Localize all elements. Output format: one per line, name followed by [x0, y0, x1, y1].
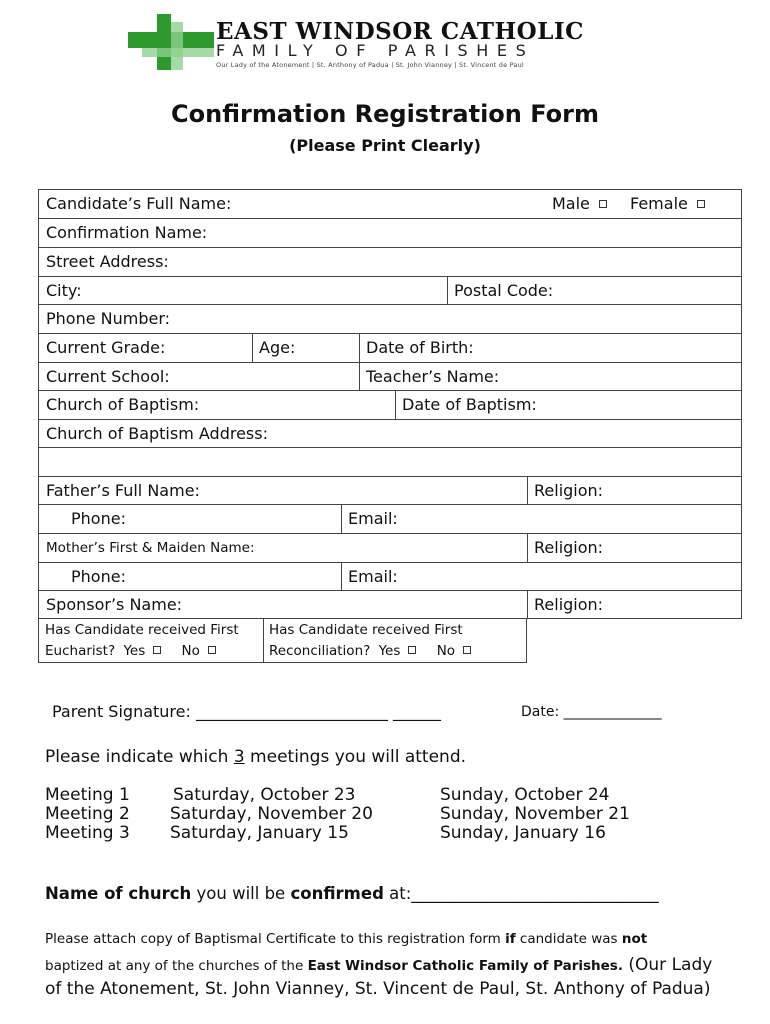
- row-city: [38, 276, 742, 304]
- recon-no-label: No: [436, 643, 456, 659]
- church-baptism-label: Church of Baptism:: [46, 395, 200, 414]
- page-title: Confirmation Registration Form: [171, 100, 599, 128]
- baptism-note-line2: baptized at any of the churches of the East Windsor Catholic Family of Parishes. (Our Lady: [45, 955, 713, 975]
- signature-date-line: Date: ______________: [521, 704, 662, 720]
- mother-phone-label: Phone:: [71, 567, 126, 586]
- meetings-intro: Please indicate which 3 meetings you will attend.: [45, 747, 467, 767]
- recon-no-checkbox[interactable]: [463, 646, 471, 654]
- row-father: [38, 476, 742, 504]
- row-mother-contact: [38, 562, 742, 590]
- baptism-note-line3: of the Atonement, St. John Vianney, St. Vincent de Paul, St. Anthony of Padua): [45, 979, 711, 999]
- parish-list: Our Lady of the Atonement | St. Anthony of Padua | St. John Vianney | St. Vincent de Paul: [216, 61, 524, 69]
- meeting-1-saturday[interactable]: Saturday, October 23: [173, 785, 356, 805]
- church-baptism-address-label: Church of Baptism Address:: [46, 424, 268, 443]
- row-sponsor: [38, 590, 742, 619]
- confirmation-church-line: Name of church you will be confirmed at:______________________________: [45, 884, 659, 903]
- school-label: Current School:: [46, 367, 170, 386]
- age-label: Age:: [259, 338, 296, 357]
- mother-name-label: Mother’s First & Maiden Name:: [46, 540, 255, 556]
- row-baptism-address: [38, 419, 742, 447]
- dob-label: Date of Birth:: [366, 338, 474, 357]
- row-street: [38, 247, 742, 276]
- postal-code-label: Postal Code:: [454, 281, 554, 300]
- row-father-contact: [38, 504, 742, 533]
- candidate-name-label: Candidate’s Full Name:: [46, 194, 232, 213]
- row-grade: [38, 333, 742, 362]
- recon-yes-checkbox[interactable]: [408, 646, 416, 654]
- male-checkbox[interactable]: [599, 200, 607, 208]
- female-label: Female: [630, 194, 688, 213]
- row-baptism: [38, 390, 742, 419]
- parish-cross-logo: [128, 14, 214, 70]
- meeting-2-saturday[interactable]: Saturday, November 20: [170, 804, 373, 824]
- mother-email-label: Email:: [348, 567, 398, 586]
- meeting-2-sunday[interactable]: Sunday, November 21: [440, 804, 630, 824]
- confirmation-name-label: Confirmation Name:: [46, 223, 208, 242]
- sponsor-religion-label: Religion:: [534, 595, 604, 614]
- meeting-2-label: Meeting 2: [45, 804, 130, 824]
- baptism-note-line1: Please attach copy of Baptismal Certificate to this registration form if candidate was not: [45, 931, 648, 947]
- father-phone-label: Phone:: [71, 509, 126, 528]
- org-subname: FAMILY OF PARISHES: [216, 41, 535, 60]
- row-blank: [38, 447, 742, 476]
- father-religion-label: Religion:: [534, 481, 604, 500]
- grade-label: Current Grade:: [46, 338, 166, 357]
- parent-signature-line: Parent Signature: ________________________ ______: [52, 702, 442, 721]
- row-candidate: [38, 189, 742, 218]
- sacraments-block: [38, 619, 527, 663]
- male-label: Male: [552, 194, 590, 213]
- eucharist-question: Has Candidate received First Eucharist? Yes No: [45, 622, 239, 659]
- row-phone: [38, 304, 742, 333]
- page-subtitle: (Please Print Clearly): [289, 136, 481, 155]
- row-school: [38, 362, 742, 390]
- mother-religion-label: Religion:: [534, 538, 604, 557]
- gender-options: [545, 190, 705, 218]
- meeting-3-saturday[interactable]: Saturday, January 15: [170, 823, 349, 843]
- meeting-1-sunday[interactable]: Sunday, October 24: [440, 785, 610, 805]
- eucharist-yes-label: Yes: [123, 643, 146, 659]
- father-name-label: Father’s Full Name:: [46, 481, 200, 500]
- meeting-3-label: Meeting 3: [45, 823, 130, 843]
- phone-number-label: Phone Number:: [46, 309, 171, 328]
- reconciliation-question: Has Candidate received First Reconciliation? Yes No: [263, 619, 528, 662]
- teacher-label: Teacher’s Name:: [366, 367, 500, 386]
- row-confirmation-name: [38, 218, 742, 247]
- meeting-1-label: Meeting 1: [45, 785, 130, 805]
- sponsor-name-label: Sponsor’s Name:: [46, 595, 183, 614]
- row-mother: [38, 533, 742, 562]
- eucharist-no-checkbox[interactable]: [208, 646, 216, 654]
- eucharist-yes-checkbox[interactable]: [153, 646, 161, 654]
- date-baptism-label: Date of Baptism:: [402, 395, 537, 414]
- female-checkbox[interactable]: [697, 200, 705, 208]
- eucharist-no-label: No: [181, 643, 200, 659]
- city-label: City:: [46, 281, 82, 300]
- org-name: EAST WINDSOR CATHOLIC: [216, 18, 584, 45]
- recon-yes-label: Yes: [378, 643, 401, 659]
- meeting-3-sunday[interactable]: Sunday, January 16: [440, 823, 606, 843]
- street-label: Street Address:: [46, 252, 169, 271]
- meetings-count: 3: [233, 747, 245, 767]
- father-email-label: Email:: [348, 509, 398, 528]
